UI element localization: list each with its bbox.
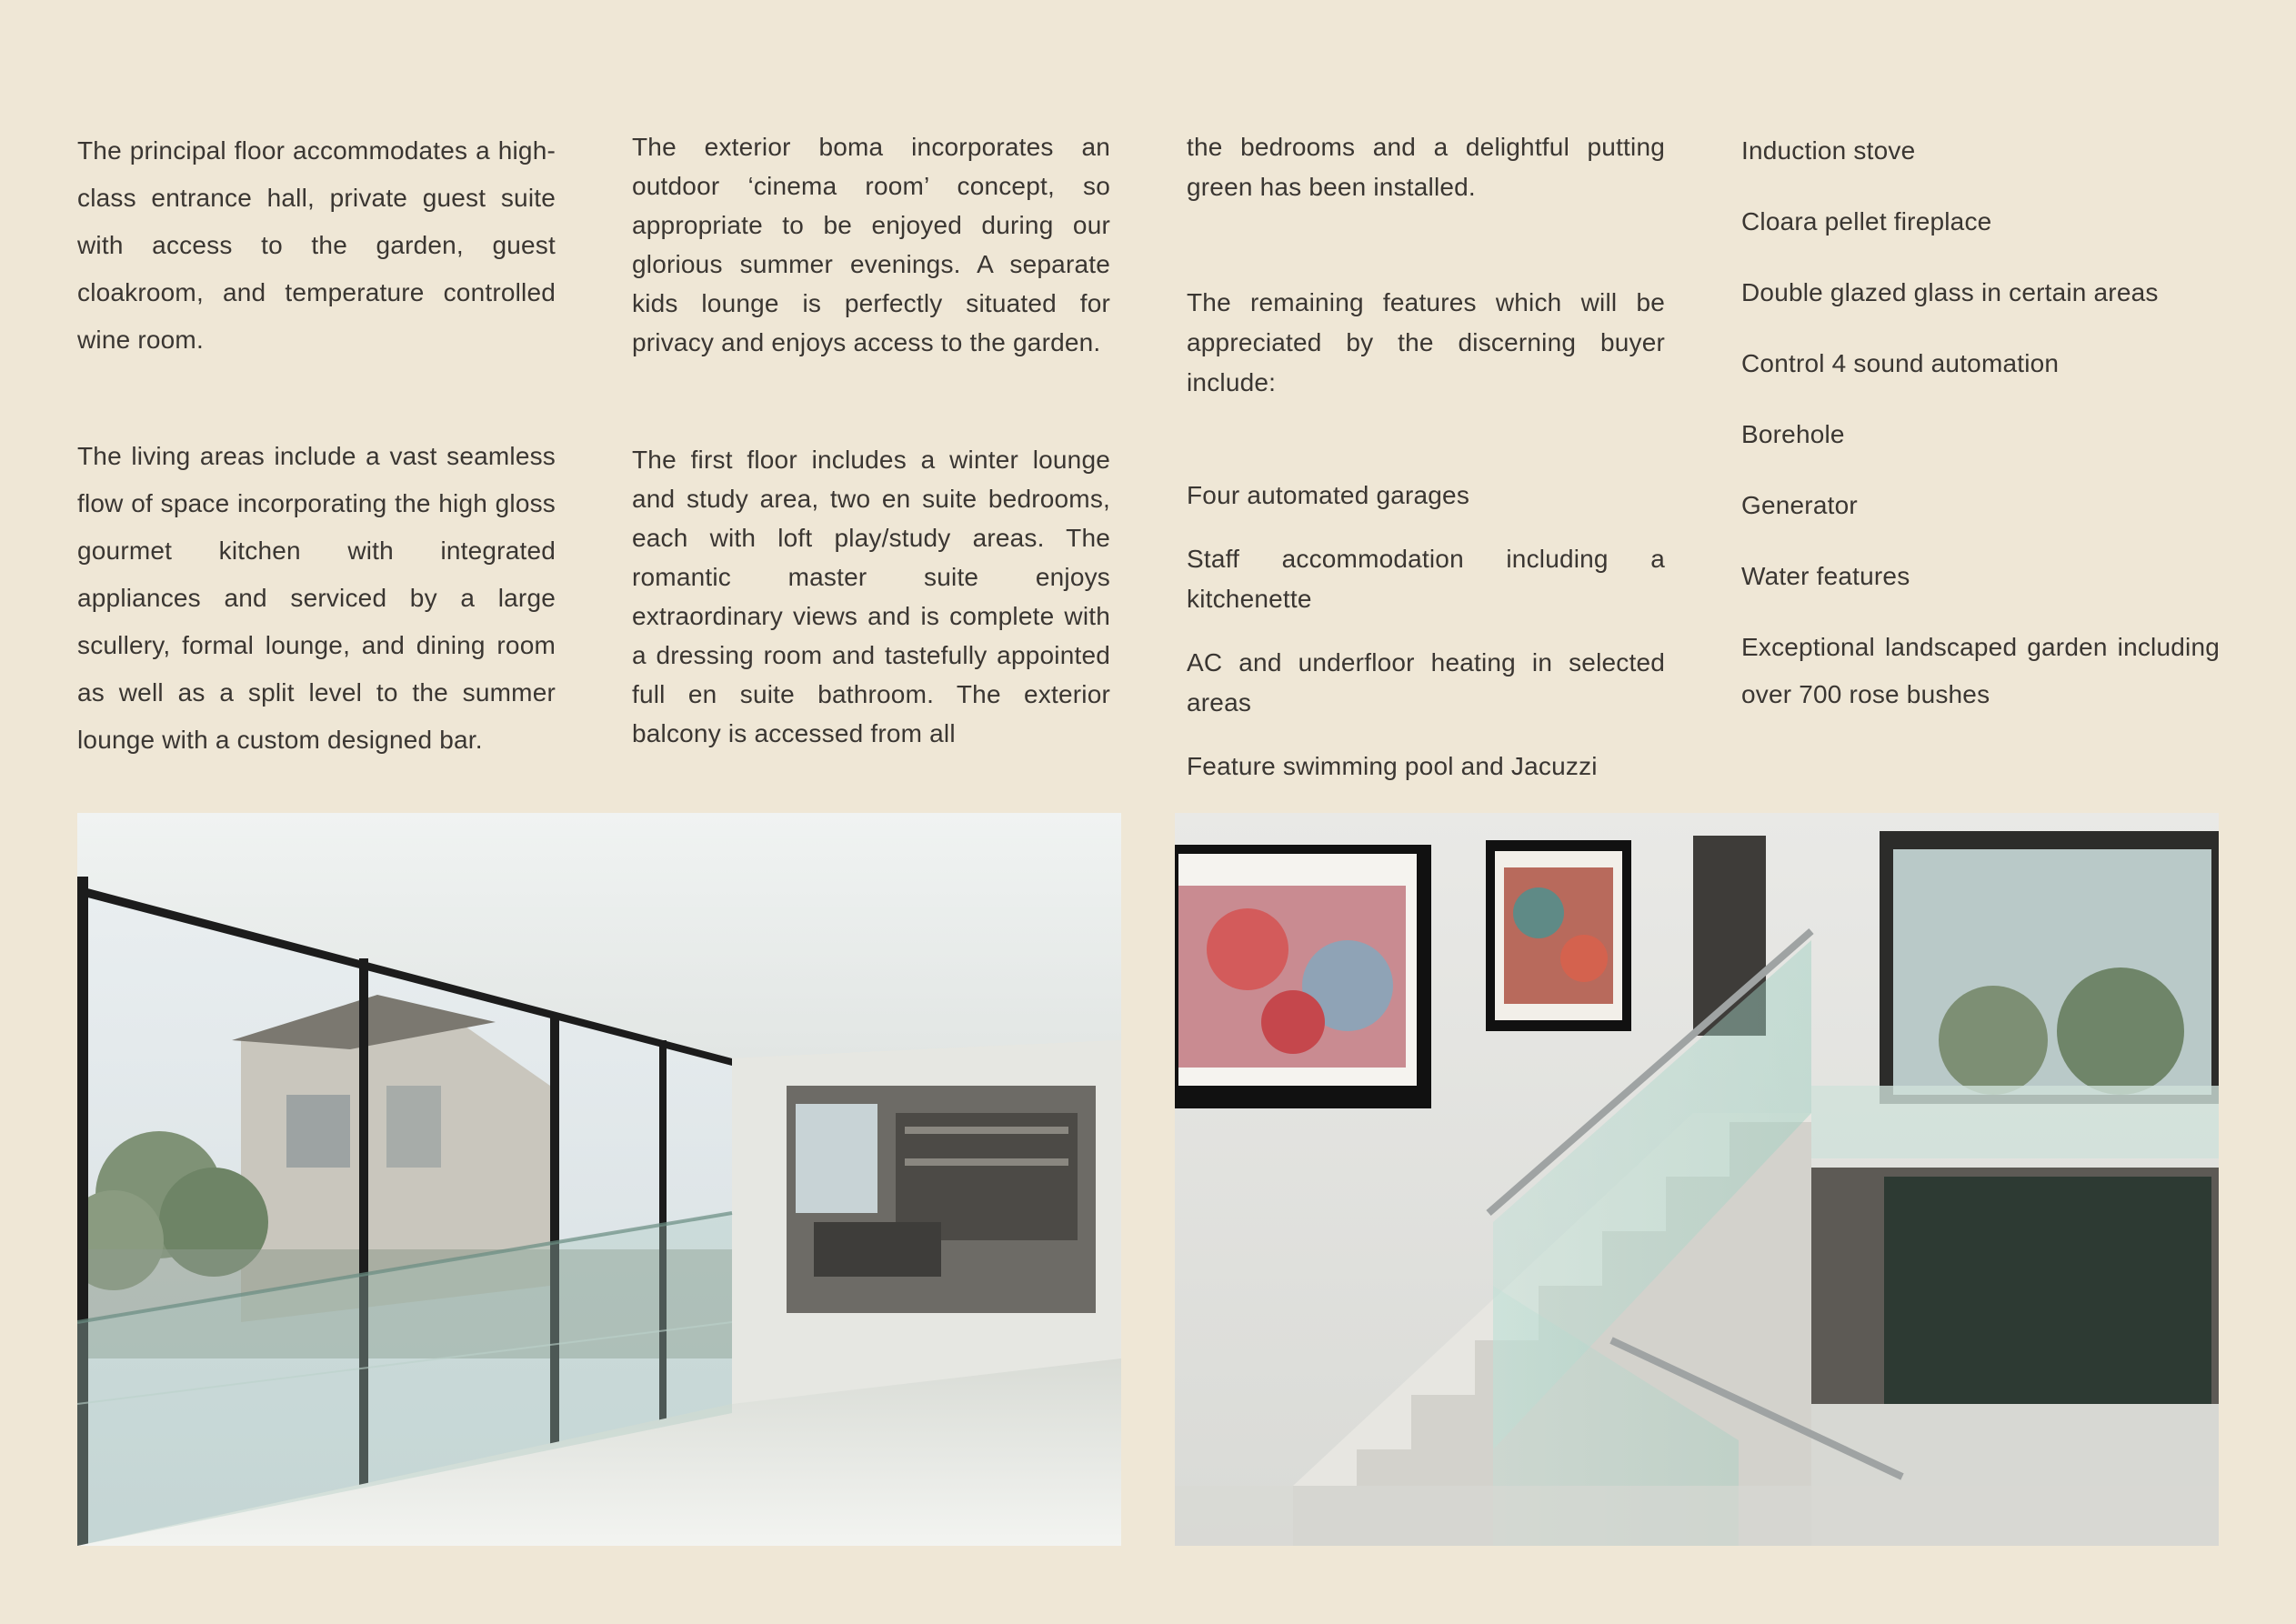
feature-item: Staff accommodation including a kitchenette bbox=[1187, 545, 1665, 613]
feature-list-b bbox=[1741, 127, 2220, 718]
text-column-1 bbox=[77, 127, 556, 764]
feature-item: Induction stove bbox=[1741, 136, 1916, 165]
text-column-4 bbox=[1741, 127, 2220, 742]
paragraph-exterior-boma: The exterior boma incorporates an outdoor ‘cinema room’ concept, so appropriate to be enjoyed during our glorious summer evenings. A separate kids lounge is perfectly situated for privacy and enjoys access to the garden. bbox=[632, 133, 1110, 356]
feature-item: Water features bbox=[1741, 562, 1910, 590]
paragraph-living-areas: The living areas include a vast seamless flow of space incorporating the high gloss gourmet kitchen with integrated appliances and serviced by a large scullery, formal lounge, and dining room as well as a split level to the summer lounge with a custom designed bar. bbox=[77, 442, 556, 754]
feature-item: Generator bbox=[1741, 491, 1858, 519]
feature-list-a bbox=[1187, 476, 1665, 787]
text-column-3 bbox=[1187, 127, 1665, 810]
feature-item: AC and underfloor heating in selected areas bbox=[1187, 648, 1665, 717]
paragraph-remaining-features: The remaining features which will be appreciated by the discerning buyer include: bbox=[1187, 288, 1665, 396]
feature-item: Feature swimming pool and Jacuzzi bbox=[1187, 752, 1598, 780]
feature-item: Exceptional landscaped garden including over 700 rose bushes bbox=[1741, 633, 2220, 708]
paragraph-principal-floor: The principal floor accommodates a high-class entrance hall, private guest suite with access to the garden, guest cloakroom, and temperature controlled wine room. bbox=[77, 136, 556, 354]
photo-glass-landing bbox=[77, 813, 1121, 1546]
photo-glass-staircase bbox=[1175, 813, 2219, 1546]
landing-illustration bbox=[77, 813, 1121, 1546]
feature-item: Cloara pellet fireplace bbox=[1741, 207, 1992, 236]
text-column-2 bbox=[632, 127, 1110, 753]
feature-item: Double glazed glass in certain areas bbox=[1741, 278, 2159, 306]
feature-item: Borehole bbox=[1741, 420, 1845, 448]
staircase-illustration bbox=[1175, 813, 2219, 1546]
feature-item: Four automated garages bbox=[1187, 481, 1470, 509]
paragraph-first-floor: The first floor includes a winter lounge and study area, two en suite bedrooms, each with loft play/study areas. The romantic master suite enjoys extraordinary views and is complete with a dressing room and tastefully appointed full en suite bathroom. The exterior balcony is accessed from all bbox=[632, 446, 1110, 747]
feature-item: Control 4 sound automation bbox=[1741, 349, 2060, 377]
paragraph-putting-green: the bedrooms and a delightful putting green has been installed. bbox=[1187, 133, 1665, 201]
